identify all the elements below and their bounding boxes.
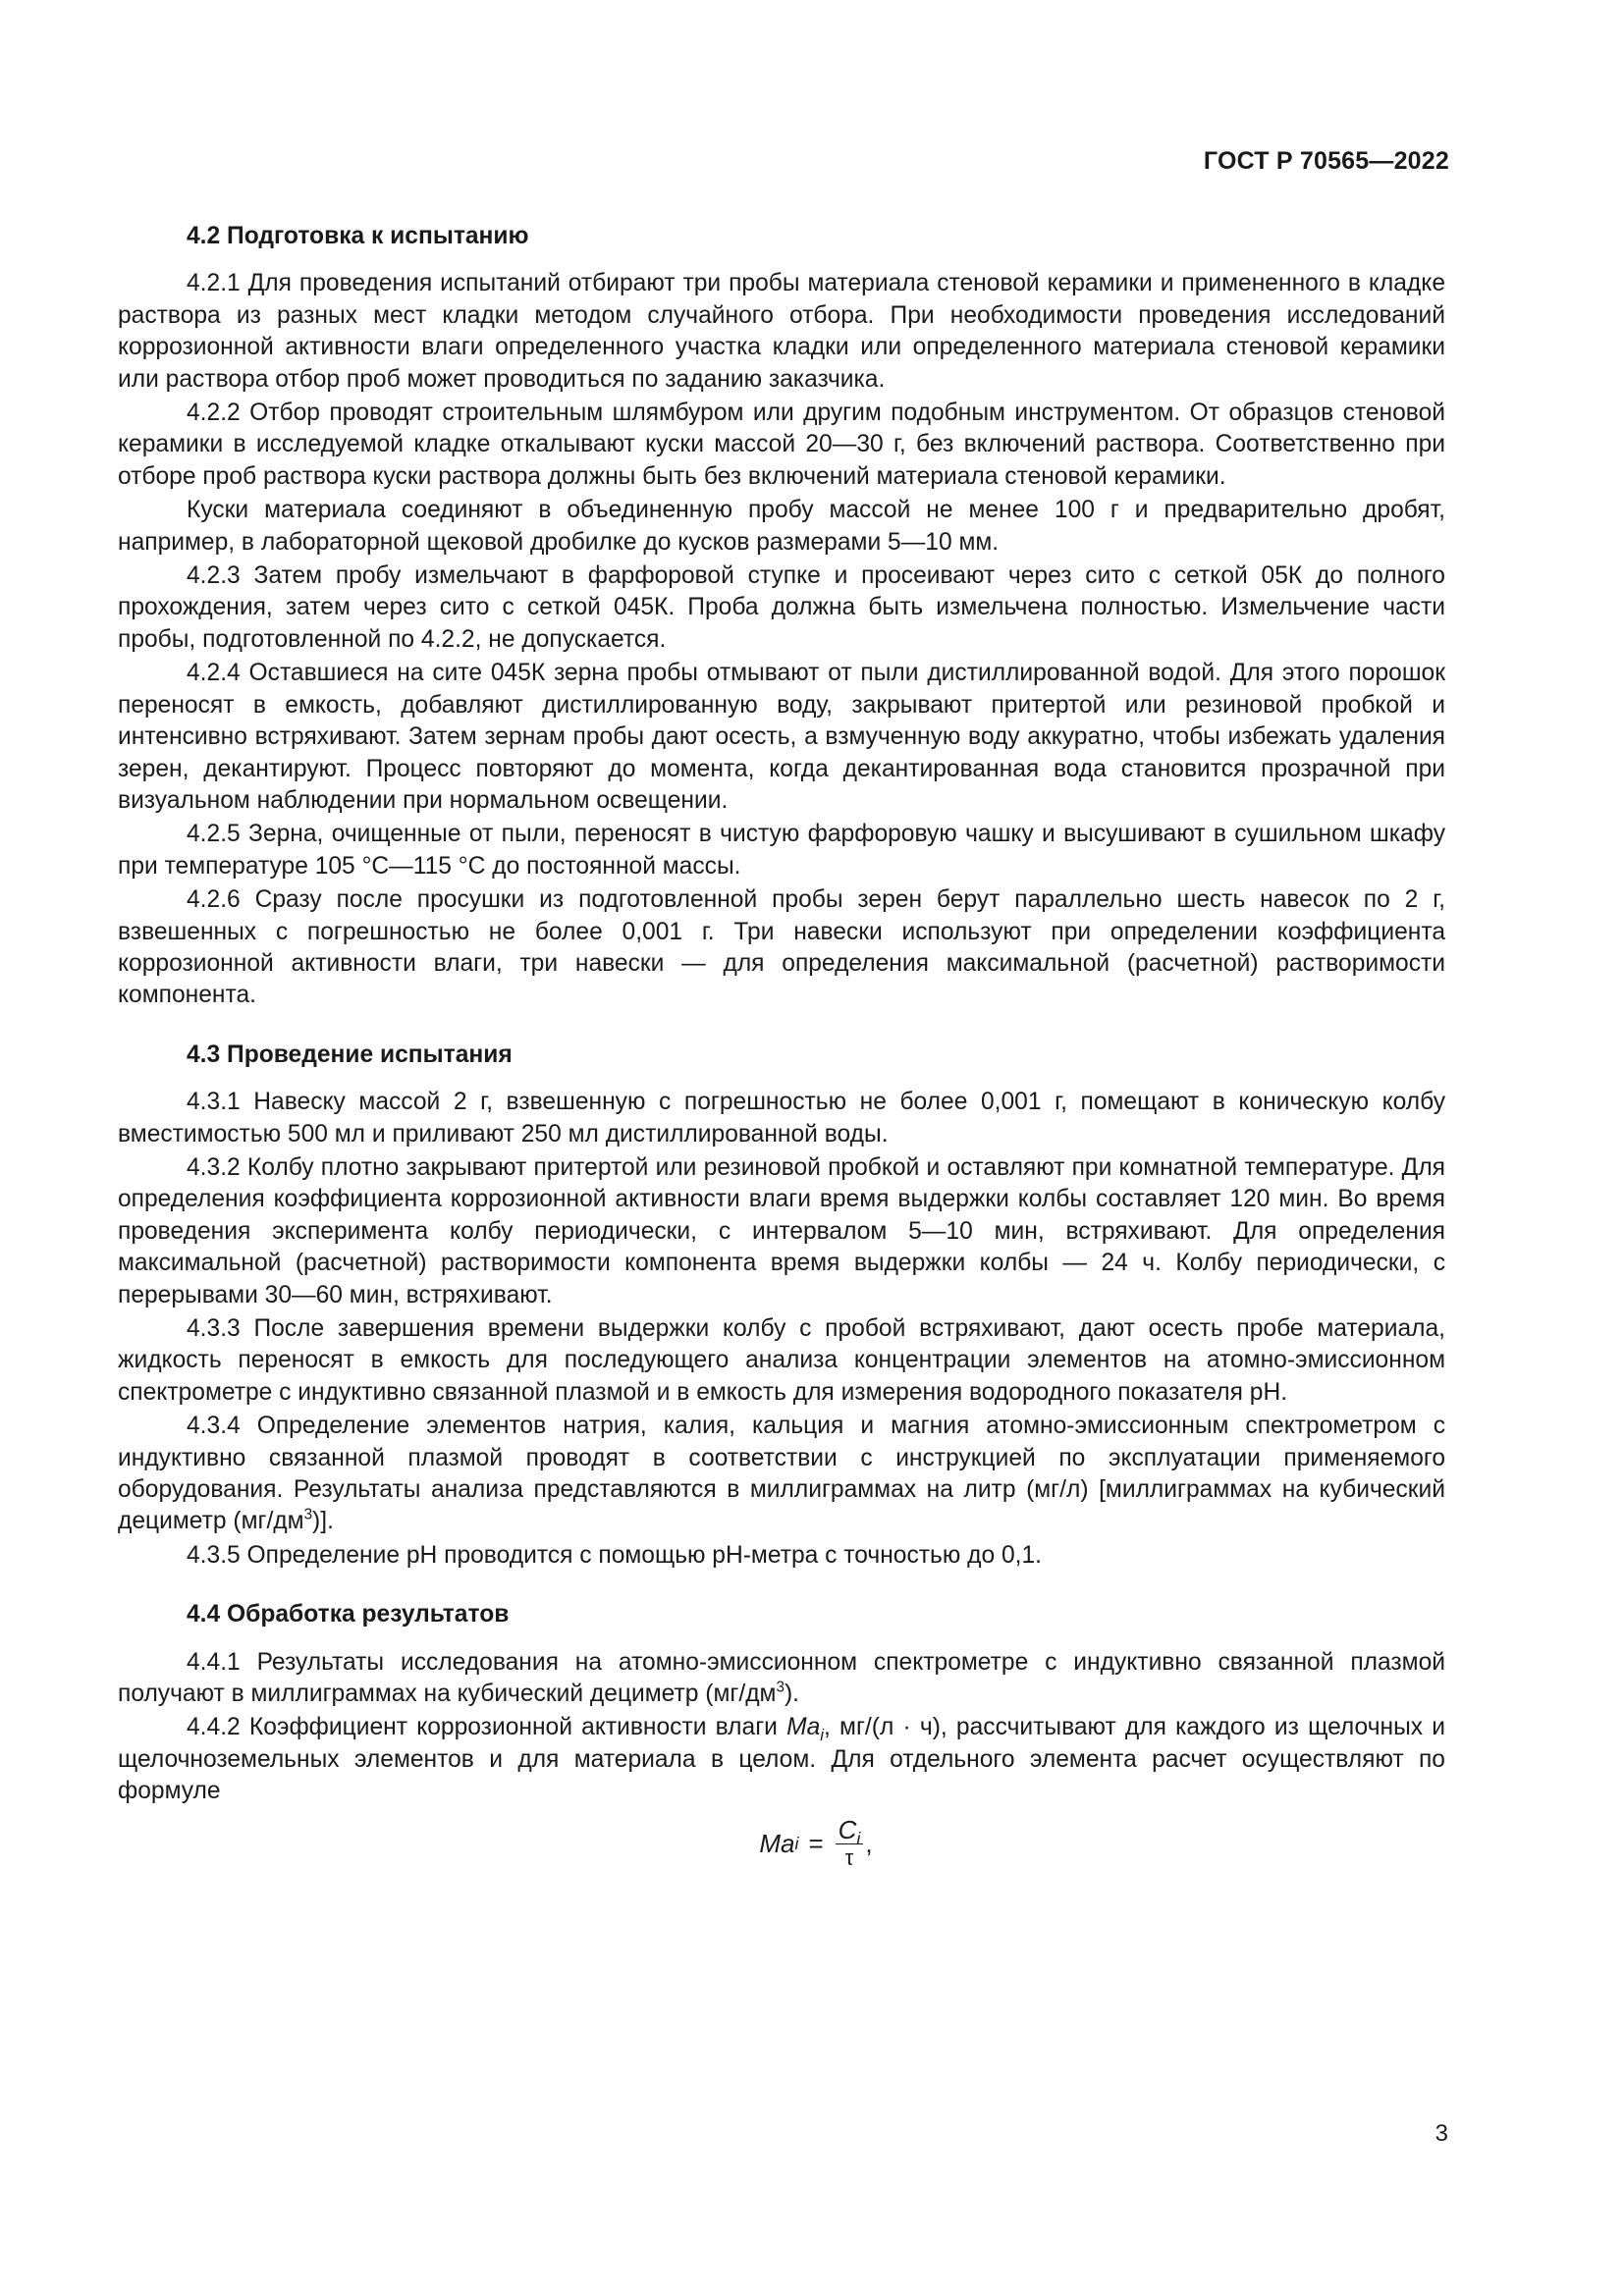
formula-num-var: C: [838, 1814, 857, 1844]
paragraph-4-4-2: [118, 1712, 1445, 1807]
paragraph-4-3-2: 4.3.2 Колбу плотно закрывают притертой или резиновой пробкой и оставляют при комнатной температуре. Для определения коэффициента коррозионной активности влаги время выдержки колбы составляет 120 мин. Во время проведения эксперимента колбу периодически, с интервалом 5—10 мин, встряхивают. Для определения максимальной (расчетной) растворимости компонента время выдержки колбы — 24 ч. Колбу периодически, с перерывами 30—60 мин, встряхивают.: [118, 1153, 1445, 1308]
paragraph-4-3-5: 4.3.5 Определение рН проводится с помощью рН-метра с точностью до 0,1.: [187, 1541, 1043, 1569]
paragraph-4-2-5: 4.2.5 Зерна, очищенные от пыли, переносят в чистую фарфоровую чашку и высушивают в сушильном шкафу при температуре 105 °С—115 °С до постоянной массы.: [118, 821, 1445, 880]
formula-ma-i: [118, 1816, 1445, 1881]
subscript-i: i: [820, 1726, 825, 1745]
variable-ma: Ma: [786, 1714, 821, 1741]
paragraph-4-2-4: 4.2.4 Оставшиеся на сите 045К зерна пробы отмывают от пыли дистиллированной водой. Для этого порошок переносят в емкость, добавляют дистиллированную воду, закрывают притертой или резиновой пробкой и интенсивно встряхивают. Затем зернам пробы дают осесть, а взмученную воду аккуратно, чтобы избежать удаления зерен, декантируют. Процесс повторяют до момента, когда декантированная вода становится прозрачной при визуальном наблюдении при нормальном освещении.: [118, 660, 1445, 814]
paragraph-4-3-1: 4.3.1 Навеску массой 2 г, взвешенную с погрешностью не более 0,001 г, помещают в коническую колбу вместимостью 500 мл и приливают 250 мл дистиллированной воды.: [118, 1089, 1445, 1148]
paragraph-4-2-2: 4.2.2 Отбор проводят строительным шлямбуром или другим подобным инструментом. От образцов стеновой керамики в исследуемой кладке откалывают куски массой 20—30 г, без включений раствора. Соответственно при отборе проб раствора куски раствора должны быть без включений материала стеновой керамики.: [118, 400, 1445, 490]
formula-denominator: τ: [844, 1844, 854, 1870]
superscript-3: 3: [303, 1506, 313, 1523]
formula-numerator: [836, 1814, 864, 1848]
formula-fraction: [836, 1816, 864, 1872]
paragraph-4-3-4-text: 4.3.4 Определение элементов натрия, калия, кальция и магния атомно-эмиссионным спектрометром с индуктивно связанной плазмой проводят в соответствии с инструкцией по эксплуатации применяемого оборудования. Результаты анализа представляются в миллиграммах на литр (мг/л) [миллиграммах на кубический дециметр (мг/дм: [118, 1413, 1445, 1535]
formula-num-sub: i: [856, 1828, 861, 1848]
paragraph-4-3-3: 4.3.3 После завершения времени выдержки колбу с пробой встряхивают, дают осесть пробе материала, жидкость переносят в емкость для последующего анализа концентрации элементов на атомно-эмиссионном спектрометре с индуктивно связанной плазмой и в емкость для измерения водородного показателя рН.: [118, 1315, 1445, 1406]
document-header: ГОСТ Р 70565—2022: [1203, 147, 1449, 175]
page-number: 3: [1435, 2120, 1448, 2147]
section-title-4-4: 4.4 Обработка результатов: [187, 1601, 510, 1629]
paragraph-4-4-1-text: 4.4.1 Результаты исследования на атомно-эмиссионном спектрометре с индуктивно связанной плазмой получают в миллиграммах на кубический дециметр (мг/дм: [118, 1648, 1445, 1708]
paragraph-4-4-2-text-b: , мг/(л · ч), рассчитывают для каждого из щелочных и щелочноземельных элементов и для материала в целом. Для отдельного элемента расчет осуществляют по формуле: [118, 1714, 1445, 1805]
paragraph-4-2-6: 4.2.6 Сразу после просушки из подготовленной пробы зерен берут параллельно шесть навесок по 2 г, взвешенных с погрешностью не более 0,001 г. Три навески используют при определении коэффициента коррозионной активности влаги, три навески — для определения максимальной (расчетной) растворимости компонента.: [118, 886, 1445, 1009]
section-title-4-3: 4.3 Проведение испытания: [187, 1041, 513, 1068]
paragraph-4-3-4: [118, 1411, 1445, 1538]
formula-comma: ,: [865, 1828, 873, 1858]
superscript-3: 3: [776, 1679, 785, 1696]
document-body: [118, 221, 1445, 1881]
paragraph-4-4-1: [118, 1647, 1445, 1711]
formula-expression: Ma i = $\frac{C_i}{\tau}$ ,: [759, 1814, 873, 1870]
section-title-4-2: 4.2 Подготовка к испытанию: [187, 223, 529, 249]
paragraph-4-4-2-text-a: 4.4.2 Коэффициент коррозионной активности влаги: [187, 1714, 787, 1741]
paragraph-4-3-4-end: )].: [312, 1508, 334, 1535]
formula-equals: =: [808, 1828, 824, 1858]
paragraph-4-2-1: 4.2.1 Для проведения испытаний отбирают три пробы материала стеновой керамики и примененного в кладке раствора из разных мест кладки методом случайного отбора. При необходимости проведения исследований коррозионной активности влаги определенного участка кладки или определенного материала стеновой керамики или раствора отбор проб может проводиться по заданию заказчика.: [118, 270, 1445, 393]
paragraph-4-4-1-end: ).: [784, 1681, 799, 1708]
paragraph-4-2-2-continued: Куски материала соединяют в объединенную пробу массой не менее 100 г и предварительно дробят, например, в лабораторной щековой дробилке до кусков размерами 5—10 мм.: [118, 497, 1445, 556]
formula-lhs-var: Ma: [759, 1828, 795, 1858]
paragraph-4-2-3: 4.2.3 Затем пробу измельчают в фарфоровой ступке и просеивают через сито с сеткой 05К до полного прохождения, затем через сито с сеткой 045К. Проба должна быть измельчена полностью. Измельчение части пробы, подготовленной по 4.2.2, не допускается.: [118, 562, 1445, 653]
